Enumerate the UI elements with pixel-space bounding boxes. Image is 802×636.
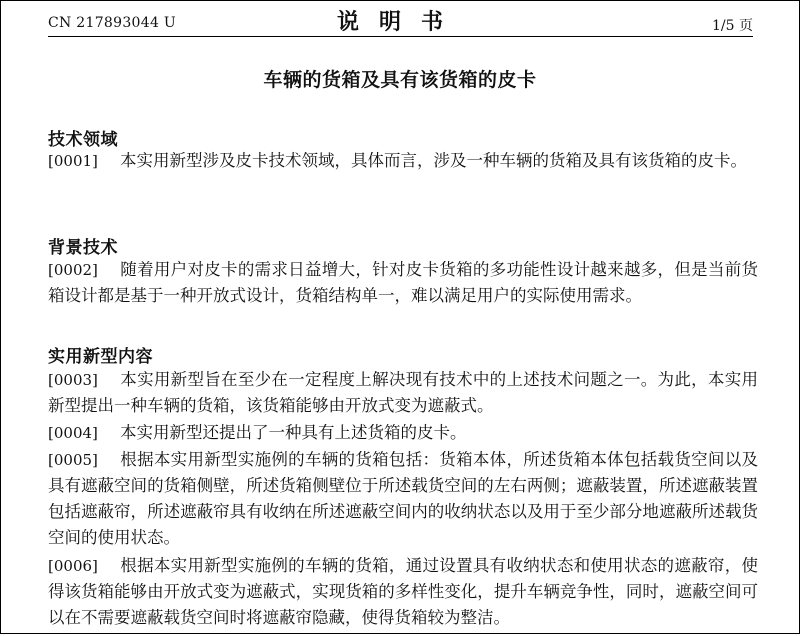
paragraph-0006 — [48, 553, 758, 631]
page-indicator: 1/5 页 — [712, 18, 753, 34]
paragraph-text: 根据本实用新型实施例的车辆的货箱包括：货箱本体，所述货箱本体包括载货空间以及具有遮蔽空间的货箱侧壁，所述货箱侧壁位于所述载货空间的左右两侧；遮蔽装置，所述遮蔽装置包括遮蔽帘，所述遮蔽帘具有收纳在所述遮蔽空间内的收纳状态以及用于至少部分地遮蔽所述载货空间的使用状态。 — [48, 450, 758, 547]
page-header — [1, 1, 799, 37]
paragraph-0004 — [48, 420, 758, 446]
paragraph-number: [0004] — [48, 424, 98, 442]
header-rule — [48, 36, 753, 37]
section-heading-technical-field: 技术领域 — [48, 130, 118, 150]
paragraph-0003 — [48, 367, 758, 419]
paragraph-number: [0005] — [48, 451, 98, 469]
document-title: 车辆的货箱及具有该货箱的皮卡 — [263, 69, 537, 91]
paragraph-text: 本实用新型旨在至少在一定程度上解决现有技术中的上述技术问题之一。为此，本实用新型提出一种车辆的货箱，该货箱能够由开放式变为遮蔽式。 — [48, 370, 758, 415]
paragraph-text: 本实用新型涉及皮卡技术领域，具体而言，涉及一种车辆的货箱及具有该货箱的皮卡。 — [120, 151, 747, 170]
paragraph-number: [0006] — [48, 557, 98, 575]
patent-number: CN 217893044 U — [48, 15, 177, 31]
paragraph-number: [0001] — [48, 152, 98, 170]
paragraph-0002 — [48, 257, 758, 309]
paragraph-0005 — [48, 447, 758, 551]
paragraph-number: [0003] — [48, 371, 98, 389]
paragraph-number: [0002] — [48, 261, 98, 279]
paragraph-text: 本实用新型还提出了一种具有上述货箱的皮卡。 — [120, 423, 467, 442]
paragraph-text: 根据本实用新型实施例的车辆的货箱，通过设置具有收纳状态和使用状态的遮蔽帘，使得该货箱能够由开放式变为遮蔽式，实现货箱的多样性变化，提升车辆竞争性，同时，遮蔽空间可以在不需要遮蔽载货空间时将遮蔽帘隐藏，使得货箱较为整洁。 — [48, 556, 758, 627]
paragraph-text: 随着用户对皮卡的需求日益增大，针对皮卡货箱的多功能性设计越来越多，但是当前货箱设计都是基于一种开放式设计，货箱结构单一，难以满足用户的实际使用需求。 — [48, 260, 758, 305]
document-type: 说明书 — [336, 9, 463, 35]
section-heading-background: 背景技术 — [48, 238, 118, 258]
section-heading-content: 实用新型内容 — [48, 347, 153, 367]
paragraph-0001 — [48, 148, 758, 174]
